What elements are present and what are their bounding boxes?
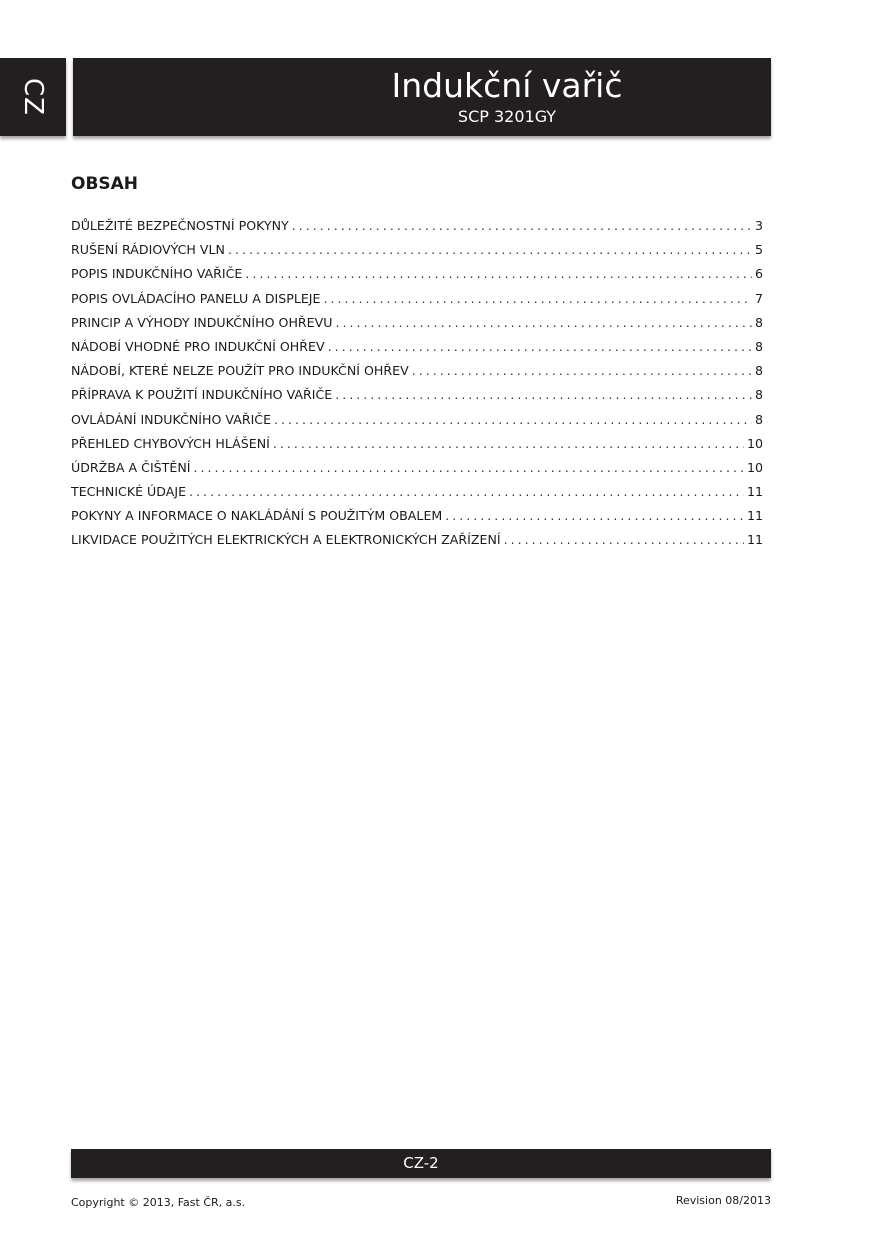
document-title: Indukční vařič [391, 66, 623, 105]
toc-leader [323, 291, 752, 306]
footer-bar [71, 1149, 771, 1178]
toc-entry[interactable] [71, 242, 763, 266]
toc-leader [245, 266, 752, 281]
toc-heading: OBSAH [71, 174, 139, 194]
language-tab [0, 58, 66, 136]
toc-entry-title: POPIS INDUKČNÍHO VAŘIČE [71, 266, 243, 282]
toc-leader [193, 460, 744, 475]
toc-leader [273, 436, 744, 451]
toc-entry-page: 8 [754, 411, 763, 427]
toc-leader [189, 484, 744, 499]
toc-entry[interactable] [71, 412, 763, 436]
toc-entry[interactable] [71, 218, 763, 242]
toc-entry[interactable] [71, 339, 763, 363]
toc-entry[interactable] [71, 436, 763, 460]
toc-entry[interactable] [71, 387, 763, 411]
toc-entry-page: 6 [754, 266, 763, 282]
revision-label: Revision 08/2013 [675, 1194, 771, 1207]
toc-entry-page: 10 [746, 435, 763, 451]
toc-entry-title: POPIS OVLÁDACÍHO PANELU A DISPLEJE [71, 290, 321, 306]
toc-entry[interactable] [71, 508, 763, 532]
toc-entry-title: PRINCIP A VÝHODY INDUKČNÍHO OHŘEVU [71, 314, 333, 330]
toc-entry[interactable] [71, 532, 763, 556]
toc-entry-title: LIKVIDACE POUŽITÝCH ELEKTRICKÝCH A ELEKTRONICKÝCH ZAŘÍZENÍ [71, 532, 501, 548]
toc-entry-title: RUŠENÍ RÁDIOVÝCH VLN [71, 242, 225, 258]
toc-entry[interactable] [71, 363, 763, 387]
toc-entry-page: 8 [754, 314, 763, 330]
toc-entry[interactable] [71, 484, 763, 508]
toc-entry-page: 5 [754, 242, 763, 258]
toc-entry-page: 11 [746, 484, 763, 500]
toc-entry[interactable] [71, 315, 763, 339]
toc-leader [335, 315, 752, 330]
toc-entry-title: ÚDRŽBA A ČIŠTĚNÍ [71, 459, 191, 475]
table-of-contents [71, 218, 763, 557]
toc-entry-page: 10 [746, 459, 763, 475]
header-bar [73, 58, 771, 136]
toc-entry-title: PŘEHLED CHYBOVÝCH HLÁŠENÍ [71, 435, 270, 451]
toc-entry-title: DŮLEŽITÉ BEZPEČNOSTNÍ POKYNY [71, 218, 289, 233]
toc-leader [335, 387, 752, 402]
page-number: CZ-2 [403, 1154, 439, 1172]
toc-entry-title: POKYNY A INFORMACE O NAKLÁDÁNÍ S POUŽITÝM OBALEM [71, 508, 443, 524]
toc-entry[interactable] [71, 460, 763, 484]
toc-entry-page: 8 [754, 363, 763, 379]
toc-leader [504, 532, 744, 547]
toc-entry-page: 11 [746, 508, 763, 524]
toc-entry-title: NÁDOBÍ VHODNÉ PRO INDUKČNÍ OHŘEV [71, 338, 325, 354]
toc-leader [292, 218, 752, 233]
toc-entry-page: 7 [754, 290, 763, 306]
toc-leader [228, 242, 752, 257]
language-label: CZ [18, 78, 48, 116]
toc-leader [412, 363, 752, 378]
toc-entry-page: 8 [754, 338, 763, 354]
model-number: SCP 3201GY [457, 107, 557, 126]
toc-leader [274, 412, 752, 427]
toc-entry-page: 8 [754, 387, 763, 403]
copyright-notice: Copyright © 2013, Fast ČR, a.s. [71, 1196, 246, 1209]
toc-leader [328, 339, 752, 354]
toc-entry[interactable] [71, 291, 763, 315]
toc-entry-title: TECHNICKÉ ÚDAJE [71, 484, 187, 500]
toc-entry-page: 11 [746, 532, 763, 548]
toc-entry-title: NÁDOBÍ, KTERÉ NELZE POUŽÍT PRO INDUKČNÍ OHŘEV [71, 363, 409, 379]
toc-entry[interactable] [71, 266, 763, 290]
toc-entry-page: 3 [754, 218, 763, 233]
toc-leader [445, 508, 744, 523]
toc-entry-title: PŘÍPRAVA K POUŽITÍ INDUKČNÍHO VAŘIČE [71, 387, 333, 403]
toc-entry-title: OVLÁDÁNÍ INDUKČNÍHO VAŘIČE [71, 411, 272, 427]
